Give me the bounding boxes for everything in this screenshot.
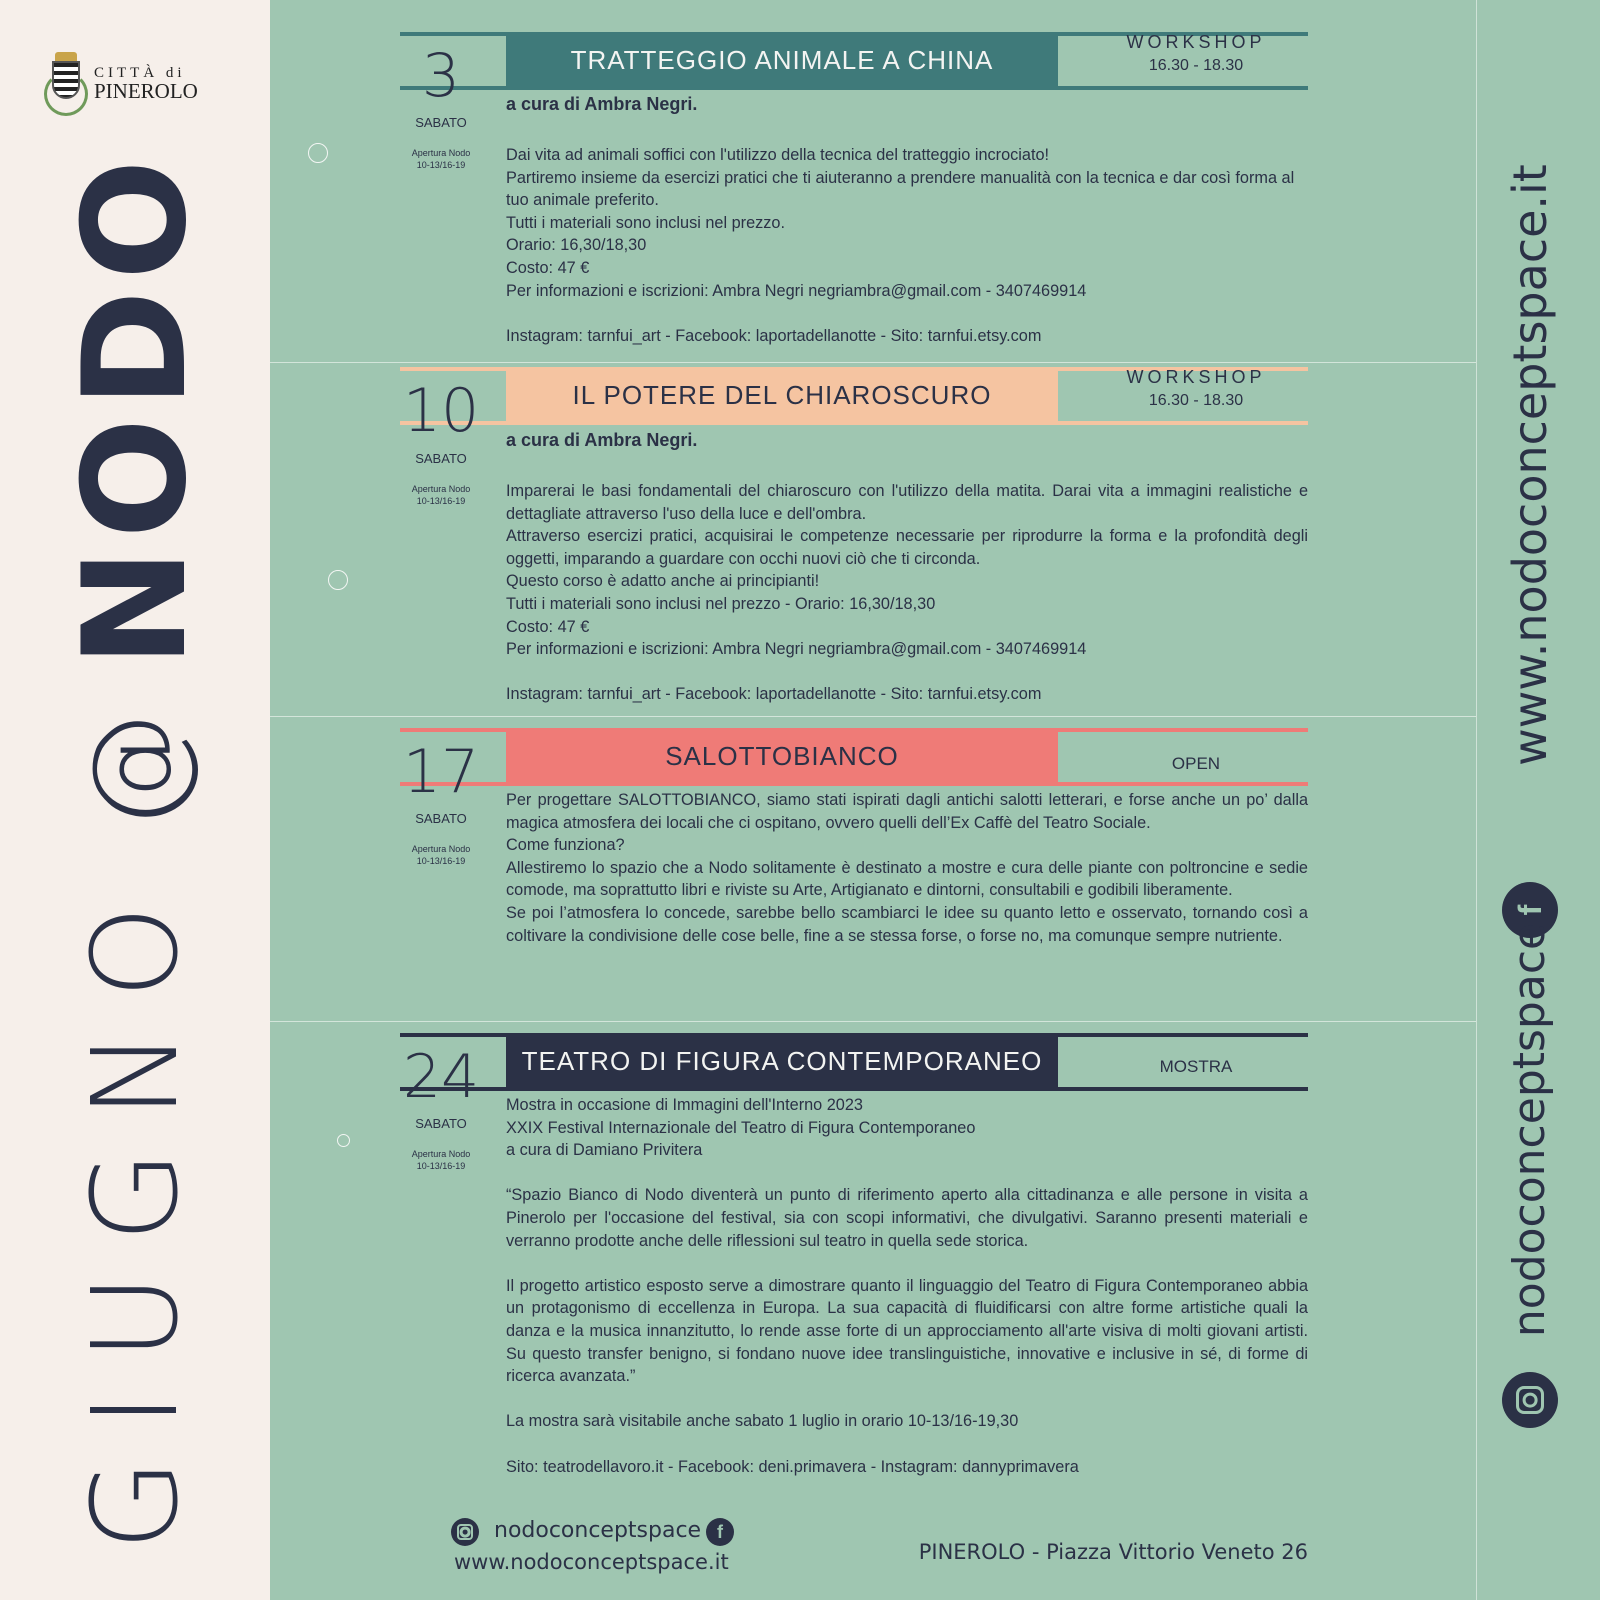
opening-hours: Apertura Nodo 10-13/16-19 (411, 844, 471, 866)
event-day: SABATO (415, 451, 467, 466)
event-title: SALOTTOBIANCO (506, 728, 1058, 784)
event-description: Dai vita ad animali soffici con l'utilizzo della tecnica del tratteggio incrociato! Partiremo insieme da esercizi pratici che ti aiuteranno a prendere manualità con la tecnica e dar così forma al tuo animale preferito. Tutti i materiali sono inclusi nel prezzo. Orario: 16,30/18,30 Costo: 47 € Per informazioni e iscrizioni: Ambra Negri negriambra@gmail.com - 3407469914 Instagram: tarnfui_art - Facebook: laportadellanotte - Sito: tarnfui.etsy.com (506, 146, 1295, 345)
logo-line-1: CITTÀ di (94, 65, 186, 81)
section-divider (270, 716, 1476, 717)
event-day: SABATO (415, 811, 467, 826)
title-month: GIUGNO (66, 873, 204, 1551)
instagram-icon[interactable] (1502, 1372, 1558, 1428)
event-date: 10 (402, 376, 480, 446)
decor-circle (337, 1134, 350, 1147)
footer-address: PINEROLO - Piazza Vittorio Veneto 26 (918, 1540, 1308, 1564)
event-description: Imparerai le basi fondamentali del chiaroscuro con l'utilizzo della matita. Darai vita a immagini realistiche e dettagliate attraverso l'uso della luce e dell'ombra. Attraverso esercizi pratici, acquisirai le competenze necessarie per riprodurre la forma e la profondità degli oggetti, imparando a guardare con occhi nuovi ciò che ti circonda. Questo corso è adatto anche ai principianti! Tutti i materiali sono inclusi nel prezzo - Orario: 16,30/18,30 Costo: 47 € Per informazioni e iscrizioni: Ambra Negri negriambra@gmail.com - 3407469914 Instagram: tarnfui_art - Facebook: laportadellanotte - Sito: tarnfui.etsy.com (506, 482, 1308, 704)
left-panel (0, 0, 270, 1600)
event-date: 3 (421, 41, 461, 111)
section-divider (270, 362, 1476, 363)
event-day: SABATO (415, 115, 467, 130)
page-title (52, 130, 218, 1570)
event-date: 17 (402, 737, 480, 807)
decor-circle (328, 570, 348, 590)
title-brand: NODO (52, 149, 218, 668)
event-description: Per progettare SALOTTOBIANCO, siamo stati ispirati dagli antichi salotti letterari, e forse anche un po’ dalla magica atmosfera dei locali che ci ospitano, ovvero quelli dell’Ex Caffè del Teatro Sociale. Come funziona? Allestiremo lo spazio che a Nodo solitamente è destinato a mostre e cura delle piante con poltroncine e sedie comode, ma soprattutto libri e riviste su Arte, Artigianato e dintorni, consultabili e godibili liberamente. Se poi l’atmosfera lo concede, sarebbe bello scambiarci le idee su quanto letto e osservato, tornando così a coltivare la condivisione delle cose belle, fine a se stessa forse, o forse no, ma comunque sempre nutriente. (506, 791, 1308, 945)
instagram-icon[interactable] (451, 1518, 479, 1546)
event-description: Mostra in occasione di Immagini dell'Interno 2023 XXIX Festival Internazionale del Teatro di Figura Contemporaneo a cura di Damiano Privitera “Spazio Bianco di Nodo diventerà un punto di riferimento aperto alla cittadinanza e alle persone in visita a Pinerolo per l'occasione del festival, sia con scopi informativi, che divulgativi. Saranno presenti materiali e verranno prodotte anche delle riflessioni sul teatro in quella sede storica. Il progetto artistico esposto serve a dimostrare quanto il linguaggio del Teatro di Figura Contemporaneo abbia un protagonismo di eccellenza in Europa. La sua capacità di fluidificarsi con altre forme artistiche quali la danza e la musica innanzitutto, lo rende asse forte di un approcciamento all'arte visiva di molti giovani artisti. Su questo transfer benigno, si fondano nuove idee translinguistiche, innovative e inclusive in sé, di forme di ricerca avanzata.” La mostra sarà visitabile anche sabato 1 luglio in orario 10-13/16-19,30 Sito: teatrodellavoro.it - Facebook: deni.primavera - Instagram: dannyprimavera (506, 1096, 1308, 1476)
event-type: MOSTRA (1159, 1057, 1233, 1076)
event-type: WORKSHOP 16.30 - 18.30 (1126, 367, 1266, 409)
event-type: WORKSHOP 16.30 - 18.30 (1126, 32, 1266, 74)
opening-hours: Apertura Nodo 10-13/16-19 (411, 1149, 471, 1171)
event-title: TRATTEGGIO ANIMALE A CHINA (506, 32, 1058, 88)
city-logo (44, 52, 198, 116)
city-crest-icon (44, 52, 88, 116)
opening-hours: Apertura Nodo 10-13/16-19 (411, 148, 471, 170)
social-handle[interactable]: nodoconceptspace (1504, 922, 1555, 1338)
event-date: 24 (402, 1042, 480, 1112)
decor-circle (308, 143, 328, 163)
footer-handle[interactable]: nodoconceptspace (494, 1518, 702, 1543)
opening-hours: Apertura Nodo 10-13/16-19 (411, 484, 471, 506)
facebook-icon[interactable]: f (1502, 882, 1558, 938)
facebook-icon[interactable]: f (706, 1518, 734, 1546)
website-link[interactable]: www.nodoconceptspace.it (1503, 164, 1557, 766)
event-curator: a cura di Ambra Negri. (506, 94, 698, 114)
event-curator: a cura di Ambra Negri. (506, 430, 698, 450)
title-at: @ (66, 711, 204, 830)
event-day: SABATO (415, 1116, 467, 1131)
right-divider (1476, 0, 1477, 1600)
event-title: IL POTERE DEL CHIAROSCURO (506, 367, 1058, 423)
event-title: TEATRO DI FIGURA CONTEMPORANEO (506, 1033, 1058, 1089)
footer-website-link[interactable]: www.nodoconceptspace.it (454, 1550, 729, 1574)
section-divider (270, 1021, 1476, 1022)
logo-line-2: PINEROLO (94, 79, 198, 103)
event-type: OPEN (1171, 754, 1221, 773)
